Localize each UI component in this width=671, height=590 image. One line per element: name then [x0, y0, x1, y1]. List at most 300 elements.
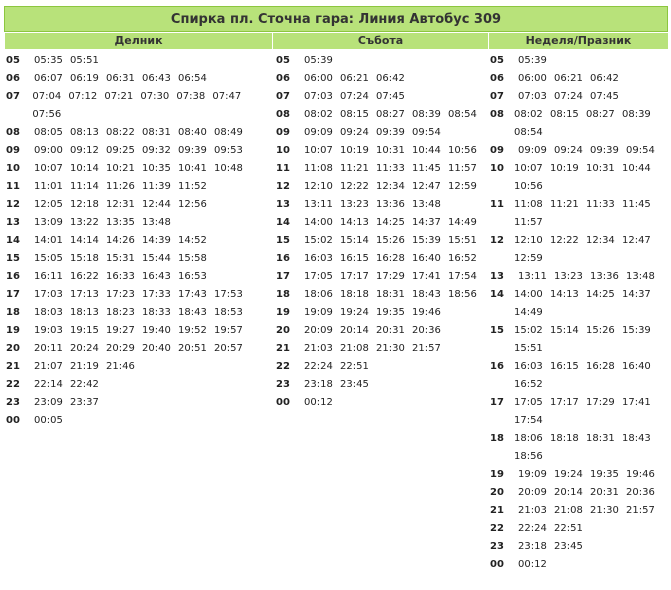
departure-times — [34, 322, 250, 340]
schedule-row — [6, 142, 270, 160]
departure-time: 09:09 — [518, 145, 547, 156]
departure-time: 22:42 — [70, 379, 99, 390]
departure-time: 12:59 — [448, 181, 477, 192]
departure-times — [514, 322, 668, 358]
hour-label: 19 — [276, 307, 290, 318]
departure-time: 15:02 — [513, 325, 543, 336]
departure-time: 10:35 — [142, 163, 171, 174]
schedule-row — [6, 340, 270, 358]
departure-time: 15:26 — [585, 325, 615, 336]
departure-time: 08:54 — [513, 127, 543, 138]
hour-label: 00 — [276, 397, 290, 408]
schedule-row — [490, 394, 668, 430]
schedule-row — [490, 160, 668, 196]
hour-label: 06 — [276, 73, 290, 84]
departure-time: 11:14 — [70, 181, 99, 192]
departure-times — [34, 268, 214, 286]
hour-label: 23 — [6, 397, 20, 408]
departure-time: 19:27 — [106, 325, 135, 336]
departure-time: 15:14 — [549, 325, 579, 336]
schedule-row — [276, 268, 488, 286]
schedule-row — [490, 52, 668, 70]
schedule-row — [276, 322, 488, 340]
departure-times — [514, 430, 668, 466]
header-saturday: Събота — [272, 33, 488, 49]
departure-time: 22:51 — [340, 361, 369, 372]
departure-time: 10:48 — [214, 163, 243, 174]
departure-time: 13:11 — [304, 199, 333, 210]
departure-time: 10:19 — [549, 163, 579, 174]
departure-times — [34, 124, 250, 142]
hour-label: 12 — [490, 235, 504, 246]
departure-time: 16:15 — [340, 253, 369, 264]
schedule-row — [276, 214, 488, 232]
departure-time: 17:29 — [376, 271, 405, 282]
schedule-row — [276, 232, 488, 250]
departure-time: 09:39 — [178, 145, 207, 156]
departure-times — [514, 106, 668, 142]
departure-time: 06:42 — [590, 73, 619, 84]
hour-label: 07 — [6, 91, 20, 102]
departure-time: 06:00 — [304, 73, 333, 84]
departure-time: 19:15 — [70, 325, 99, 336]
departure-time: 18:56 — [448, 289, 477, 300]
departure-time: 22:14 — [34, 379, 63, 390]
departure-time: 20:57 — [214, 343, 243, 354]
departure-time: 21:19 — [70, 361, 99, 372]
departure-times — [518, 466, 662, 484]
departure-time: 07:24 — [554, 91, 583, 102]
departure-time: 16:28 — [376, 253, 405, 264]
departure-time: 16:11 — [34, 271, 63, 282]
departure-time: 17:05 — [304, 271, 333, 282]
departure-time: 18:31 — [585, 433, 615, 444]
departure-time: 21:46 — [106, 361, 135, 372]
departure-time: 08:31 — [142, 127, 171, 138]
departure-time: 12:59 — [513, 253, 543, 264]
departure-time: 10:07 — [34, 163, 63, 174]
schedule-row — [490, 88, 668, 106]
schedule-row — [490, 502, 668, 520]
departure-times — [304, 214, 484, 232]
departure-time: 10:14 — [70, 163, 99, 174]
departure-time: 15:51 — [513, 343, 543, 354]
departure-time: 21:57 — [626, 505, 655, 516]
schedule-row — [490, 232, 668, 268]
schedule-row — [6, 70, 270, 88]
departure-time: 17:54 — [513, 415, 543, 426]
departure-time: 16:03 — [513, 361, 543, 372]
departure-time: 11:26 — [106, 181, 135, 192]
hour-label: 23 — [276, 379, 290, 390]
departure-time: 18:23 — [106, 307, 135, 318]
departure-time: 18:56 — [513, 451, 543, 462]
departure-times — [304, 196, 448, 214]
schedule-row — [276, 250, 488, 268]
departure-time: 13:11 — [518, 271, 547, 282]
departure-time: 19:35 — [376, 307, 405, 318]
hour-label: 08 — [276, 109, 290, 120]
hour-label: 12 — [276, 181, 290, 192]
departure-time: 10:31 — [376, 145, 405, 156]
departure-time: 19:03 — [34, 325, 63, 336]
departure-time: 00:12 — [304, 397, 333, 408]
departure-time: 05:39 — [304, 55, 333, 66]
departure-times — [518, 520, 590, 538]
hour-label: 23 — [490, 541, 504, 552]
hour-label: 18 — [490, 433, 504, 444]
hour-label: 21 — [490, 505, 504, 516]
schedule-row — [6, 322, 270, 340]
departure-time: 13:09 — [34, 217, 63, 228]
departure-times — [304, 232, 484, 250]
departure-time: 16:53 — [178, 271, 207, 282]
departure-time: 17:33 — [142, 289, 171, 300]
departure-time: 20:24 — [70, 343, 99, 354]
departure-time: 07:21 — [104, 91, 134, 102]
departure-time: 20:40 — [142, 343, 171, 354]
departure-time: 19:24 — [340, 307, 369, 318]
departure-time: 15:26 — [376, 235, 405, 246]
departure-time: 11:45 — [621, 199, 651, 210]
departure-time: 20:09 — [518, 487, 547, 498]
departure-times — [518, 484, 662, 502]
departure-time: 12:34 — [376, 181, 405, 192]
departure-times — [514, 160, 668, 196]
hour-label: 16 — [6, 271, 20, 282]
departure-time: 22:51 — [554, 523, 583, 534]
departure-time: 19:24 — [554, 469, 583, 480]
schedule-row — [6, 88, 270, 124]
departure-time: 14:49 — [448, 217, 477, 228]
departure-time: 14:01 — [34, 235, 63, 246]
departure-time: 15:02 — [304, 235, 333, 246]
departure-time: 14:39 — [142, 235, 171, 246]
hour-label: 19 — [6, 325, 20, 336]
schedule-row — [276, 358, 488, 376]
departure-time: 17:23 — [106, 289, 135, 300]
departure-time: 20:31 — [376, 325, 405, 336]
departure-time: 20:36 — [412, 325, 441, 336]
schedule-row — [6, 394, 270, 412]
hour-label: 17 — [6, 289, 20, 300]
departure-time: 16:33 — [106, 271, 135, 282]
departure-time: 19:09 — [304, 307, 333, 318]
departure-time: 23:45 — [340, 379, 369, 390]
hour-label: 06 — [6, 73, 20, 84]
departure-time: 18:06 — [513, 433, 543, 444]
schedule-row — [276, 178, 488, 196]
departure-time: 00:05 — [34, 415, 63, 426]
schedule-row — [276, 124, 488, 142]
departure-times — [34, 232, 214, 250]
hour-label: 10 — [6, 163, 20, 174]
departure-time: 21:30 — [376, 343, 405, 354]
departure-time: 12:05 — [34, 199, 63, 210]
departure-time: 18:31 — [376, 289, 405, 300]
departure-time: 07:45 — [376, 91, 405, 102]
departure-times — [514, 394, 668, 430]
departure-time: 12:22 — [340, 181, 369, 192]
departure-time: 23:37 — [70, 397, 99, 408]
hour-label: 11 — [276, 163, 290, 174]
schedule-row — [276, 52, 488, 70]
departure-time: 20:29 — [106, 343, 135, 354]
departure-time: 09:54 — [412, 127, 441, 138]
hour-label: 21 — [276, 343, 290, 354]
schedule-row — [276, 106, 488, 124]
departure-time: 09:00 — [34, 145, 63, 156]
departure-time: 23:18 — [518, 541, 547, 552]
departure-time: 10:44 — [412, 145, 441, 156]
departure-time: 08:02 — [513, 109, 543, 120]
departure-time: 15:39 — [621, 325, 651, 336]
departure-time: 16:40 — [621, 361, 651, 372]
hour-label: 09 — [276, 127, 290, 138]
departure-time: 19:52 — [178, 325, 207, 336]
departure-time: 08:27 — [585, 109, 615, 120]
departure-time: 12:47 — [412, 181, 441, 192]
hour-label: 13 — [6, 217, 20, 228]
departure-time: 20:31 — [590, 487, 619, 498]
departure-times — [514, 232, 668, 268]
departure-times — [304, 52, 340, 70]
departure-time: 06:54 — [178, 73, 207, 84]
sunday-schedule — [490, 52, 668, 574]
departure-times — [304, 268, 484, 286]
departure-times — [304, 394, 340, 412]
schedule-row — [6, 268, 270, 286]
schedule-row — [6, 160, 270, 178]
departure-time: 14:37 — [412, 217, 441, 228]
departure-times — [518, 52, 554, 70]
departure-times — [304, 124, 448, 142]
hour-label: 18 — [276, 289, 290, 300]
departure-time: 07:45 — [590, 91, 619, 102]
departure-time: 17:54 — [448, 271, 477, 282]
departure-times — [34, 358, 142, 376]
departure-time: 14:13 — [549, 289, 579, 300]
departure-time: 10:56 — [513, 181, 543, 192]
hour-label: 13 — [276, 199, 290, 210]
departure-time: 20:14 — [340, 325, 369, 336]
schedule-row — [6, 196, 270, 214]
departure-time: 16:03 — [304, 253, 333, 264]
departure-time: 17:43 — [178, 289, 207, 300]
hour-label: 20 — [6, 343, 20, 354]
departure-time: 09:39 — [590, 145, 619, 156]
departure-time: 14:49 — [513, 307, 543, 318]
departure-time: 16:40 — [412, 253, 441, 264]
departure-time: 10:07 — [513, 163, 543, 174]
departure-time: 17:03 — [34, 289, 63, 300]
hour-label: 19 — [490, 469, 504, 480]
departure-time: 11:57 — [448, 163, 477, 174]
departure-time: 13:22 — [70, 217, 99, 228]
schedule-row — [276, 376, 488, 394]
departure-times — [34, 250, 214, 268]
departure-time: 15:31 — [106, 253, 135, 264]
departure-time: 23:18 — [304, 379, 333, 390]
departure-time: 10:56 — [448, 145, 477, 156]
departure-time: 15:18 — [70, 253, 99, 264]
departure-time: 11:52 — [178, 181, 207, 192]
departure-time: 08:13 — [70, 127, 99, 138]
departure-times — [518, 538, 590, 556]
hour-label: 11 — [490, 199, 504, 210]
departure-time: 14:25 — [376, 217, 405, 228]
departure-time: 22:24 — [518, 523, 547, 534]
departure-time: 12:34 — [585, 235, 615, 246]
departure-time: 23:09 — [34, 397, 63, 408]
departure-time: 19:46 — [412, 307, 441, 318]
hour-label: 08 — [6, 127, 20, 138]
departure-time: 12:47 — [621, 235, 651, 246]
departure-time: 15:58 — [178, 253, 207, 264]
departure-times — [34, 142, 250, 160]
schedule-row — [490, 430, 668, 466]
schedule-row — [490, 520, 668, 538]
departure-time: 20:36 — [626, 487, 655, 498]
hour-label: 14 — [276, 217, 290, 228]
departure-times — [304, 160, 484, 178]
departure-time: 08:05 — [34, 127, 63, 138]
departure-time: 07:30 — [140, 91, 170, 102]
departure-time: 16:43 — [142, 271, 171, 282]
departure-times — [304, 178, 484, 196]
departure-times — [514, 286, 668, 322]
schedule-row — [276, 70, 488, 88]
departure-time: 13:48 — [626, 271, 655, 282]
departure-time: 06:21 — [340, 73, 369, 84]
departure-times — [304, 304, 448, 322]
hour-label: 16 — [276, 253, 290, 264]
departure-time: 20:14 — [554, 487, 583, 498]
departure-time: 10:21 — [106, 163, 135, 174]
hour-label: 15 — [276, 235, 290, 246]
hour-label: 00 — [490, 559, 504, 570]
departure-time: 16:15 — [549, 361, 579, 372]
schedule-row — [490, 106, 668, 142]
departure-time: 13:48 — [142, 217, 171, 228]
departure-time: 05:35 — [34, 55, 63, 66]
departure-time: 17:17 — [340, 271, 369, 282]
departure-times — [514, 358, 668, 394]
departure-times — [34, 394, 106, 412]
departure-times — [518, 88, 626, 106]
departure-time: 19:09 — [518, 469, 547, 480]
schedule-row — [490, 268, 668, 286]
hour-label: 13 — [490, 271, 504, 282]
departure-time: 11:08 — [304, 163, 333, 174]
departure-time: 11:01 — [34, 181, 63, 192]
departure-time: 19:40 — [142, 325, 171, 336]
departure-time: 06:19 — [70, 73, 99, 84]
departure-time: 13:48 — [412, 199, 441, 210]
schedule-row — [6, 52, 270, 70]
departure-time: 20:11 — [34, 343, 63, 354]
departure-time: 10:07 — [304, 145, 333, 156]
schedule-row — [490, 142, 668, 160]
departure-time: 06:43 — [142, 73, 171, 84]
departure-time: 14:52 — [178, 235, 207, 246]
departure-time: 10:44 — [621, 163, 651, 174]
departure-times — [34, 340, 250, 358]
departure-times — [34, 376, 106, 394]
hour-label: 17 — [276, 271, 290, 282]
departure-time: 15:05 — [34, 253, 63, 264]
saturday-schedule — [276, 52, 488, 412]
departure-time: 07:03 — [518, 91, 547, 102]
departure-time: 09:24 — [554, 145, 583, 156]
departure-time: 14:13 — [340, 217, 369, 228]
departure-time: 21:08 — [554, 505, 583, 516]
departure-time: 08:39 — [621, 109, 651, 120]
departure-time: 11:45 — [412, 163, 441, 174]
departure-times — [304, 286, 484, 304]
schedule-row — [276, 394, 488, 412]
departure-time: 08:22 — [106, 127, 135, 138]
departure-time: 17:13 — [70, 289, 99, 300]
schedule-row — [6, 250, 270, 268]
departure-time: 19:46 — [626, 469, 655, 480]
departure-time: 17:41 — [621, 397, 651, 408]
hour-label: 20 — [490, 487, 504, 498]
departure-time: 17:29 — [585, 397, 615, 408]
departure-time: 09:09 — [304, 127, 333, 138]
departure-time: 21:57 — [412, 343, 441, 354]
schedule-row — [490, 538, 668, 556]
departure-time: 16:28 — [585, 361, 615, 372]
hour-label: 22 — [276, 361, 290, 372]
departure-time: 18:06 — [304, 289, 333, 300]
departure-time: 09:54 — [626, 145, 655, 156]
departure-time: 16:22 — [70, 271, 99, 282]
schedule-row — [6, 214, 270, 232]
departure-time: 12:44 — [142, 199, 171, 210]
departure-time: 19:57 — [214, 325, 243, 336]
departure-times — [304, 88, 412, 106]
departure-times — [518, 142, 662, 160]
schedule-row — [276, 196, 488, 214]
departure-time: 18:33 — [142, 307, 171, 318]
hour-label: 17 — [490, 397, 504, 408]
departure-time: 21:08 — [340, 343, 369, 354]
departure-time: 17:41 — [412, 271, 441, 282]
departure-time: 07:24 — [340, 91, 369, 102]
departure-times — [304, 70, 412, 88]
page-title: Спирка пл. Сточна гара: Линия Автобус 309 — [4, 6, 668, 32]
departure-time: 14:26 — [106, 235, 135, 246]
departure-time: 09:53 — [214, 145, 243, 156]
departure-time: 14:00 — [513, 289, 543, 300]
hour-label: 07 — [276, 91, 290, 102]
departure-time: 07:03 — [304, 91, 333, 102]
departure-time: 14:37 — [621, 289, 651, 300]
departure-time: 12:10 — [513, 235, 543, 246]
departure-time: 12:56 — [178, 199, 207, 210]
departure-time: 06:07 — [34, 73, 63, 84]
departure-time: 08:49 — [214, 127, 243, 138]
departure-times — [34, 196, 214, 214]
departure-time: 16:52 — [513, 379, 543, 390]
departure-time: 11:08 — [513, 199, 543, 210]
schedule-row — [6, 178, 270, 196]
departure-times — [304, 340, 448, 358]
departure-time: 11:33 — [585, 199, 615, 210]
hour-label: 07 — [490, 91, 504, 102]
departure-time: 10:31 — [585, 163, 615, 174]
